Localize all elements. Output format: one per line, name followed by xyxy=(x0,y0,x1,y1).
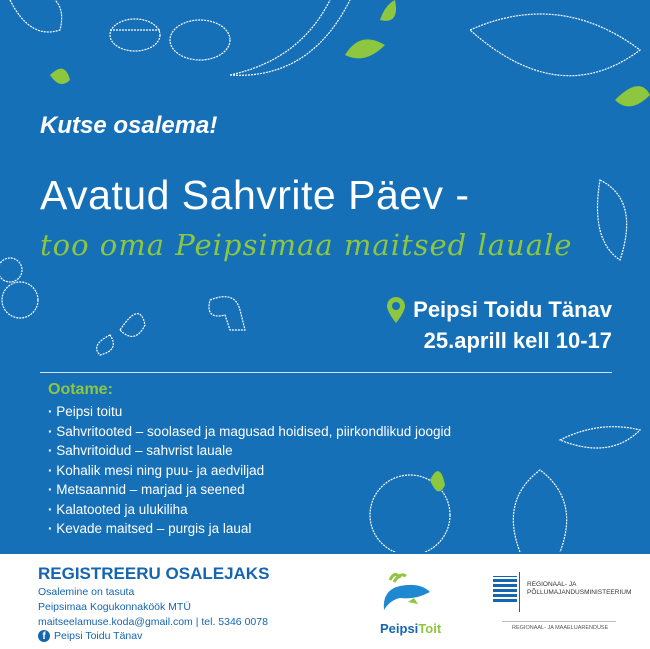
invite-heading: Kutse osalema! xyxy=(40,112,218,139)
coat-of-arms-icon xyxy=(493,576,517,602)
list-item: · Peipsi toitu xyxy=(48,402,451,422)
list-item: · Sahvritoidud – sahvrist lauale xyxy=(48,441,451,461)
facebook-link[interactable] xyxy=(38,630,142,642)
divider xyxy=(40,372,612,373)
event-title: Avatud Sahvrite Päev - xyxy=(40,172,470,218)
list-item: · Kohalik mesi ning puu- ja aedviljad xyxy=(48,461,451,481)
fish-logo-icon xyxy=(380,570,432,614)
list-item: · Sahvritooted – soolased ja magusad hoidised, piirkondlikud joogid xyxy=(48,422,451,442)
list-item: · Kevade maitsed – purgis ja laual xyxy=(48,519,451,539)
list-item: · Metsaannid – marjad ja seened xyxy=(48,480,451,500)
list-item: · Kalatooted ja ulukiliha xyxy=(48,500,451,520)
facebook-label: Peipsi Toidu Tänav xyxy=(54,630,143,642)
facebook-icon: f xyxy=(38,630,50,642)
event-tagline: too oma Peipsimaa maitsed lauale xyxy=(40,228,573,262)
agency-divider xyxy=(502,621,616,622)
register-heading: REGISTREERU OSALEJAKS xyxy=(38,564,270,583)
logo-text-peipsi: Peipsi xyxy=(380,621,419,636)
location-label: Peipsi Toidu Tänav xyxy=(413,297,612,322)
event-location xyxy=(387,297,612,323)
logo-text-toit: Toit xyxy=(418,621,442,636)
peipsi-toit-logo xyxy=(380,570,441,636)
location-pin-icon xyxy=(387,297,405,323)
event-date: 25.aprill kell 10-17 xyxy=(423,328,612,353)
organizer: Peipsimaa Kogukonnaköök MTÜ xyxy=(38,601,191,613)
free-note: Osalemine on tasuta xyxy=(38,586,135,598)
ministry-logo-text: REGIONAAL- JA PÕLLUMAJANDUSMINISTEERIUM xyxy=(527,581,632,596)
footer xyxy=(0,552,650,649)
logo-divider xyxy=(519,572,520,612)
contact-info[interactable]: maitseelamuse.koda@gmail.com | tel. 5346 0078 xyxy=(38,616,268,628)
agency-logo-text: REGIONAAL- JA MAAELUARENDUSE xyxy=(512,625,609,631)
expect-heading: Ootame: xyxy=(48,381,113,398)
expect-list xyxy=(48,402,451,539)
